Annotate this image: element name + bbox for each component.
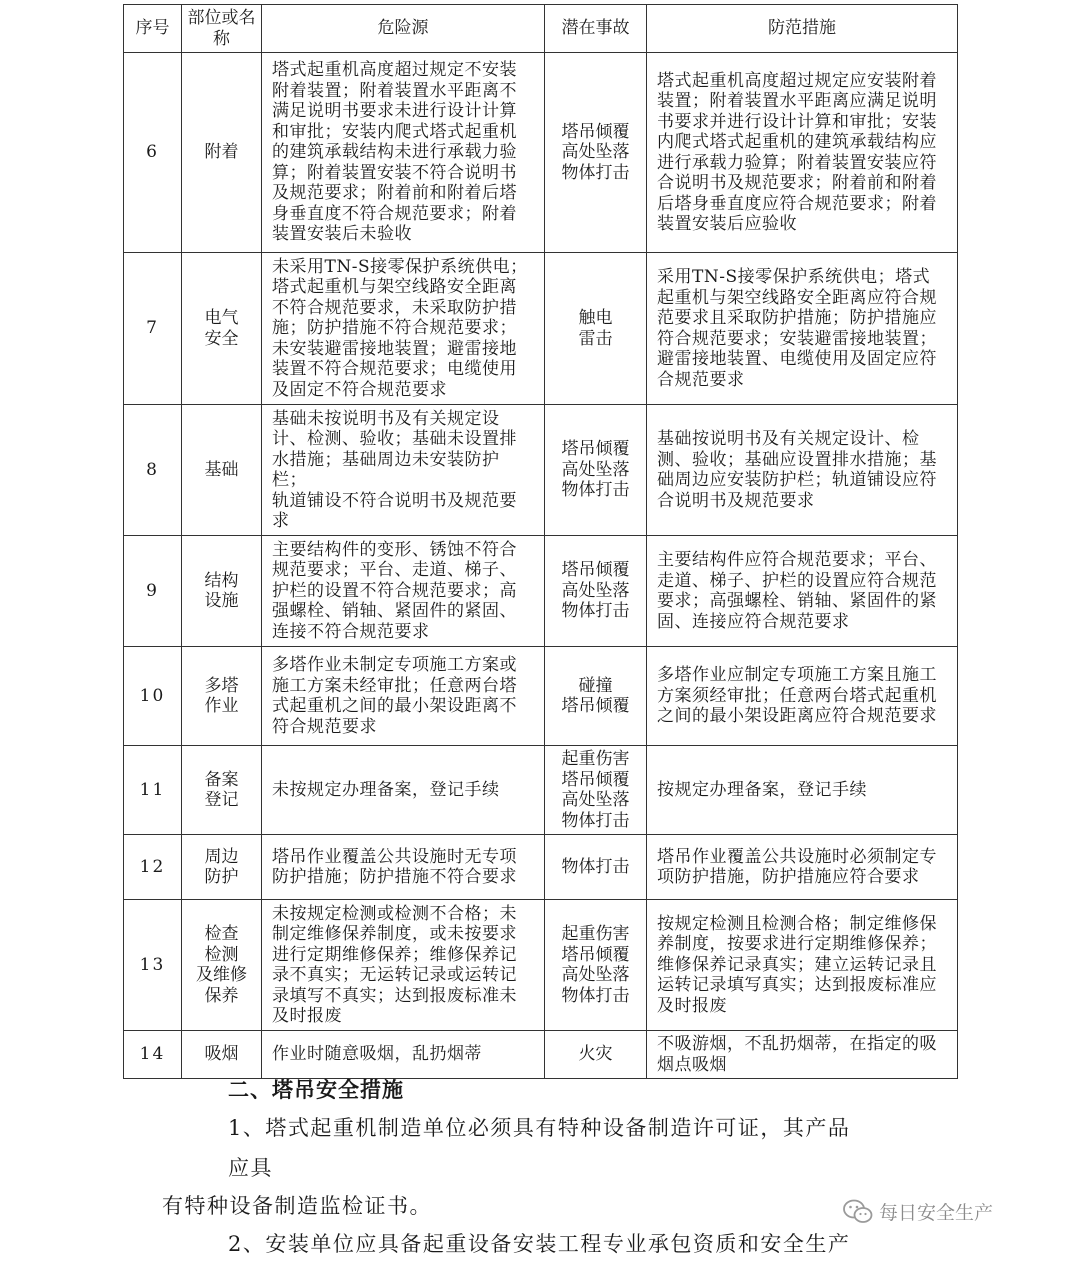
row-accident: 触电 雷击 [545,253,647,405]
row-prevention: 不吸游烟，不乱扔烟蒂，在指定的吸烟点吸烟 [647,1031,958,1079]
row-accident: 物体打击 [545,835,647,900]
watermark-text: 每日安全生产 [879,1202,994,1224]
row-prevention: 按规定检测且检测合格；制定维修保养制度，按要求进行定期维修保养；维修保养记录真实；建立运转记录且运转记录填写真实；达到报废标准应及时报废 [647,900,958,1031]
header-name: 部位或名称 [182,5,262,53]
row-hazard: 未按规定检测或检测不合格；未制定维修保养制度，或未按要求进行定期维修保养；维修保养记录不真实；无运转记录或运转记录填写不真实；达到报废标准未及时报废 [262,900,545,1031]
row-prevention: 塔吊作业覆盖公共设施时必须制定专项防护措施，防护措施应符合要求 [647,835,958,900]
watermark [843,1198,993,1225]
table-row [124,536,958,647]
row-prevention: 主要结构件应符合规范要求；平台、走道、梯子、护栏的设置应符合规范要求；高强螺栓、销轴、紧固件的紧固、连接应符合规范要求 [647,536,958,647]
row-accident: 火灾 [545,1031,647,1079]
header-hazard: 危险源 [262,5,545,53]
row-accident: 起重伤害 塔吊倾覆 高处坠落 物体打击 [545,746,647,835]
row-prevention: 塔式起重机高度超过规定应安装附着装置；附着装置水平距离应满足说明书要求并进行设计计算和审批；安装内爬式塔式起重机的建筑承载结构应进行承载力验算；附着装置安装应符合说明书及规范要求；附着前和附着后塔身垂直度应符合规范要求；附着装置安装后应验收 [647,53,958,253]
header-prevention: 防范措施 [647,5,958,53]
row-accident: 塔吊倾覆 高处坠落 物体打击 [545,53,647,253]
table-row [124,835,958,900]
row-accident: 塔吊倾覆 高处坠落 物体打击 [545,536,647,647]
row-prevention: 多塔作业应制定专项施工方案且施工方案须经审批；任意两台塔式起重机之间的最小架设距离应符合规范要求 [647,647,958,746]
row-hazard: 未采用TN-S接零保护系统供电；塔式起重机与架空线路安全距离不符合规范要求，未采取防护措施；防护措施不符合规范要求；未安装避雷接地装置；避雷接地装置不符合规范要求；电缆使用及固定不符合规范要求 [262,253,545,405]
header-no: 序号 [124,5,182,53]
row-number: 12 [124,835,182,900]
section-title: 二、塔吊安全措施 [228,1078,404,1102]
wechat-icon [843,1199,873,1225]
paragraph-2-line-1: 2、安装单位应具备起重设备安装工程专业承包资质和安全生产 [228,1232,851,1256]
table-row [124,647,958,746]
row-prevention: 按规定办理备案，登记手续 [647,746,958,835]
paragraph-1-line-2: 应具 [228,1156,273,1180]
row-number: 7 [124,253,182,405]
table-row [124,53,958,253]
row-hazard: 未按规定办理备案，登记手续 [262,746,545,835]
row-hazard: 多塔作业未制定专项施工方案或施工方案未经审批；任意两台塔式起重机之间的最小架设距离不符合规范要求 [262,647,545,746]
row-part-name: 电气 安全 [182,253,262,405]
table-header-row [124,5,958,53]
row-accident: 塔吊倾覆 高处坠落 物体打击 [545,405,647,536]
row-hazard: 塔吊作业覆盖公共设施时无专项防护措施；防护措施不符合要求 [262,835,545,900]
row-part-name: 检查 检测 及维修 保养 [182,900,262,1031]
row-part-name: 多塔 作业 [182,647,262,746]
row-part-name: 基础 [182,405,262,536]
row-part-name: 备案 登记 [182,746,262,835]
row-number: 6 [124,53,182,253]
row-hazard: 作业时随意吸烟，乱扔烟蒂 [262,1031,545,1079]
row-number: 10 [124,647,182,746]
table-row [124,1031,958,1079]
row-number: 13 [124,900,182,1031]
table-row [124,253,958,405]
row-hazard: 基础未按说明书及有关规定设计、检测、验收；基础未设置排水措施；基础周边未安装防护栏； 轨道铺设不符合说明书及规范要求 [262,405,545,536]
row-number: 9 [124,536,182,647]
table-row [124,900,958,1031]
paragraph-1-line-3: 有特种设备制造监检证书。 [162,1194,432,1218]
row-accident: 起重伤害 塔吊倾覆 高处坠落 物体打击 [545,900,647,1031]
header-accident: 潜在事故 [545,5,647,53]
row-number: 11 [124,746,182,835]
paragraph-1-line-1: 1、塔式起重机制造单位必须具有特种设备制造许可证，其产品 [228,1116,851,1140]
hazard-table [123,4,958,1079]
table-row [124,746,958,835]
table-row [124,405,958,536]
row-prevention: 采用TN-S接零保护系统供电；塔式起重机与架空线路安全距离应符合规范要求且采取防护措施；防护措施应符合规范要求；安装避雷接地装置；避雷接地装置、电缆使用及固定应符合规范要求 [647,253,958,405]
row-part-name: 吸烟 [182,1031,262,1079]
row-number: 14 [124,1031,182,1079]
row-part-name: 附着 [182,53,262,253]
row-hazard: 塔式起重机高度超过规定不安装附着装置；附着装置水平距离不满足说明书要求未进行设计计算和审批；安装内爬式塔式起重机的建筑承载结构未进行承载力验算；附着装置安装不符合说明书及规范要求；附着前和附着后塔身垂直度不符合规范要求；附着装置安装后未验收 [262,53,545,253]
row-part-name: 结构 设施 [182,536,262,647]
row-part-name: 周边 防护 [182,835,262,900]
row-number: 8 [124,405,182,536]
row-hazard: 主要结构件的变形、锈蚀不符合规范要求；平台、走道、梯子、护栏的设置不符合规范要求；高强螺栓、销轴、紧固件的紧固、连接不符合规范要求 [262,536,545,647]
row-prevention: 基础按说明书及有关规定设计、检测、验收；基础应设置排水措施；基础周边应安装防护栏；轨道铺设应符合说明书及规范要求 [647,405,958,536]
row-accident: 碰撞 塔吊倾覆 [545,647,647,746]
